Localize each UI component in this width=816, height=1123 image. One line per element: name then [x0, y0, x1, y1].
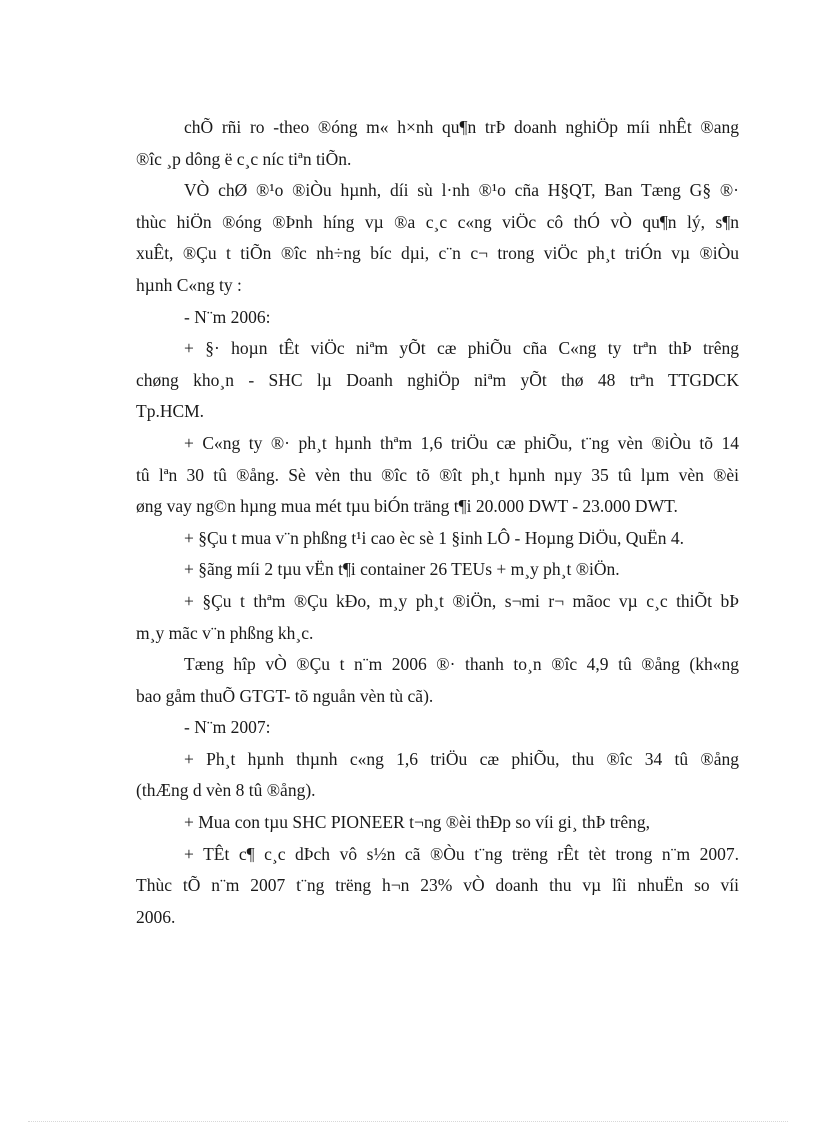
paragraph-line: ®îc ¸p dông ë c¸c níc tiªn tiÕn.: [136, 148, 352, 169]
paragraph-line: tû lªn 30 tû ®ång. Sè vèn thu ®îc tõ ®ît ph¸t hµnh nµy 35 tû lµm vèn ®èi: [136, 464, 739, 485]
paragraph-line: + Mua con tµu SHC PIONEER t¬ng ®èi thÐp so víi gi¸ thÞ trêng,: [184, 812, 651, 833]
paragraph-line: (thÆng d vèn 8 tû ®ång).: [136, 780, 316, 801]
paragraph-line: VÒ chØ ®¹o ®iÒu hµnh, díi sù l·nh ®¹o cña H§QT, Ban Tæng G§ ®·: [184, 180, 739, 201]
paragraph-line: 2006.: [136, 906, 176, 927]
paragraph-line: m¸y mãc v¨n phßng kh¸c.: [136, 622, 314, 643]
paragraph-line: + C«ng ty ®· ph¸t hµnh thªm 1,6 triÖu cæ phiÕu, t¨ng vèn ®iÒu tõ 14: [184, 432, 739, 453]
paragraph-line: + §Çu t mua v¨n phßng t¹i cao èc sè 1 §inh LÔ - Hoµng DiÖu, QuËn 4.: [184, 527, 685, 548]
paragraph-line: Tp.HCM.: [136, 401, 205, 422]
paragraph-line: hµnh C«ng ty :: [136, 274, 242, 295]
paragraph-line: chÕ rñi ro -theo ®óng m« h×nh qu¶n trÞ doanh nghiÖp míi nhÊt ®ang: [184, 117, 739, 137]
paragraph-line: øng vay ng©n hµng mua mét tµu biÓn träng t¶i 20.000 DWT - 23.000 DWT.: [136, 496, 678, 517]
paragraph-line: + §ãng míi 2 tµu vËn t¶i container 26 TEUs + m¸y ph¸t ®iÖn.: [184, 559, 620, 580]
paragraph-line: thùc hiÖn ®óng ®Þnh híng vµ ®a c¸c c«ng viÖc cô thÓ vÒ qu¶n lý, s¶n: [136, 211, 739, 232]
paragraph-line: + Ph¸t hµnh thµnh c«ng 1,6 triÖu cæ phiÕu, thu ®îc 34 tû ®ång: [184, 748, 739, 769]
paragraph-line: Thùc tÕ n¨m 2007 t¨ng trëng h¬n 23% vÒ doanh thu vµ lîi nhuËn so víi: [136, 875, 739, 896]
paragraph-line: + TÊt c¶ c¸c dÞch vô s½n cã ®Òu t¨ng trëng rÊt tèt trong n¨m 2007.: [184, 843, 739, 864]
section-heading: - N¨m 2007:: [184, 717, 271, 738]
paragraph-line: chøng kho¸n - SHC lµ Doanh nghiÖp niªm yÕt thø 48 trªn TTGDCK: [136, 369, 739, 390]
paragraph-line: bao gåm thuÕ GTGT- tõ nguån vèn tù cã).: [136, 685, 434, 706]
document-body: [136, 112, 739, 933]
paragraph-line: Tæng hîp vÒ ®Çu t n¨m 2006 ®· thanh to¸n ®îc 4,9 tû ®ång (kh«ng: [184, 654, 739, 675]
paragraph-line: + §Çu t thªm ®Çu kÐo, m¸y ph¸t ®iÖn, s¬mi r¬ mãoc vµ c¸c thiÕt bÞ: [184, 590, 739, 611]
section-heading: - N¨m 2006:: [184, 306, 271, 327]
page-bottom-divider: [28, 1121, 788, 1122]
paragraph-line: + §· hoµn tÊt viÖc niªm yÕt cæ phiÕu cña C«ng ty trªn thÞ trêng: [184, 338, 739, 359]
paragraph-line: xuÊt, ®Çu t tiÕn ®îc nh÷ng bíc dµi, c¨n c¬ trong viÖc ph¸t triÓn vµ ®iÒu: [136, 243, 739, 264]
